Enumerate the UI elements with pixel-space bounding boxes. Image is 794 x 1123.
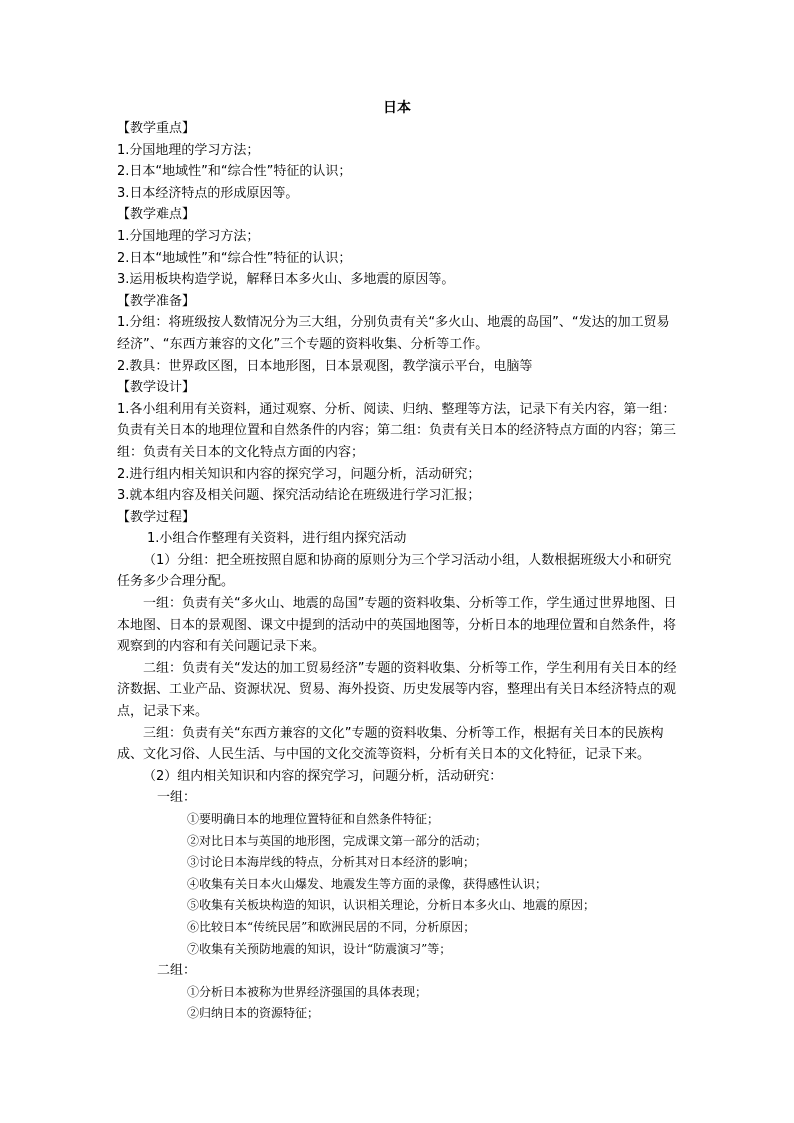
difficulty-item: 3.运用板块构造学说，解释日本多火山、多地震的原因等。 bbox=[117, 272, 455, 288]
design-item: 1.各小组利用有关资料，通过观察、分析、阅读、归纳、整理等方法，记录下有关内容，第一组：负责有关日本的地理位置和自然条件的内容；第二组：负责有关日本的经济特点方面的内容；第三组：负责有关日本的文化特点方面的内容； bbox=[117, 401, 677, 460]
process-substep: （1）分组：把全班按照自愿和协商的原则分为三个学习活动小组，人数根据班级大小和研究任务多少合理分配。 bbox=[117, 552, 672, 590]
design-item: 3.就本组内容及相关问题、探究活动结论在班级进行学习汇报； bbox=[117, 488, 481, 504]
prep-item: 1.分组：将班级按人数情况分为三大组，分别负责有关“多火山、地震的岛国”、“发达的加工贸易经济”、“东西方兼容的文化”三个专题的资料收集、分析等工作。 bbox=[117, 315, 670, 352]
focus-item: 3.日本经济特点的形成原因等。 bbox=[117, 185, 299, 201]
prep-item: 2.教具：世界政区图，日本地形图，日本景观图，教学演示平台，电脑等 bbox=[117, 358, 533, 374]
difficulty-item: 1.分国地理的学习方法； bbox=[117, 228, 260, 244]
group-task: ②对比日本与英国的地形图，完成课文第一部分的活动； bbox=[187, 833, 488, 848]
group-task: ③讨论日本海岸线的特点，分析其对日本经济的影响； bbox=[187, 855, 476, 870]
group-label: 二组： bbox=[157, 963, 197, 979]
group-task: ②归纳日本的资源特征； bbox=[187, 1006, 320, 1021]
difficulty-item: 2.日本“地域性”和“综合性”特征的认识； bbox=[117, 250, 352, 266]
group-task: ④收集有关日本火山爆发、地震发生等方面的录像，获得感性认识； bbox=[187, 876, 548, 891]
section-heading-prep: 【教学准备】 bbox=[117, 293, 196, 309]
document-body bbox=[117, 118, 677, 1025]
group-description: 三组：负责有关“东西方兼容的文化”专题的资料收集、分析等工作，根据有关日本的民族构成、文化习俗、人民生活、与中国的文化交流等资料，分析有关日本的文化特征，记录下来。 bbox=[117, 725, 664, 763]
design-item: 2.进行组内相关知识和内容的探究学习，问题分析，活动研究； bbox=[117, 466, 481, 482]
page-title: 日本 bbox=[383, 100, 411, 116]
section-heading-process: 【教学过程】 bbox=[117, 509, 196, 525]
group-task: ①要明确日本的地理位置特征和自然条件特征； bbox=[187, 812, 440, 826]
focus-item: 1.分国地理的学习方法； bbox=[117, 142, 260, 158]
group-task: ⑤收集有关板块构造的知识，认识相关理论，分析日本多火山、地震的原因； bbox=[187, 898, 596, 913]
group-task: ①分析日本被称为世界经济强国的具体表现； bbox=[187, 984, 428, 999]
process-step: 1.小组合作整理有关资料，进行组内探究活动 bbox=[147, 531, 407, 547]
section-heading-focus: 【教学重点】 bbox=[117, 121, 196, 136]
group-task: ⑦收集有关预防地震的知识，设计“防震演习”等； bbox=[187, 941, 452, 956]
section-heading-difficulty: 【教学难点】 bbox=[117, 207, 196, 223]
group-task: ⑥比较日本“传统民居”和欧洲民居的不同，分析原因； bbox=[187, 919, 476, 934]
group-description: 二组：负责有关“发达的加工贸易经济”专题的资料收集、分析等工作，学生利用有关日本的经济数据、工业产品、资源状况、贸易、海外投资、历史发展等内容，整理出有关日本经济特点的观点，记录下来。 bbox=[117, 660, 677, 720]
section-heading-design: 【教学设计】 bbox=[117, 380, 196, 396]
group-label: 一组： bbox=[157, 790, 197, 806]
process-substep: （2）组内相关知识和内容的探究学习，问题分析，活动研究： bbox=[143, 768, 503, 784]
focus-item: 2.日本“地域性”和“综合性”特征的认识； bbox=[117, 164, 352, 180]
group-description: 一组：负责有关“多火山、地震的岛国”专题的资料收集、分析等工作，学生通过世界地图、日本地图、日本的景观图、课文中提到的活动中的英国地图等，分析日本的地理位置和自然条件，将观察到的内容和有关问题记录下来。 bbox=[117, 596, 677, 655]
